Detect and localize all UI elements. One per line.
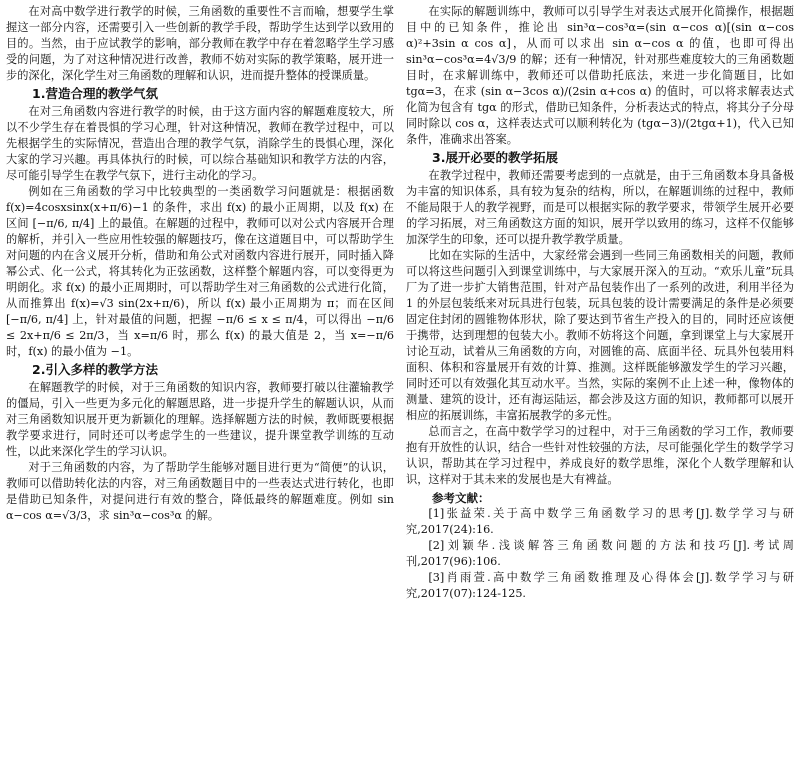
section-3-paragraph-1: 在教学过程中，教师还需要考虑到的一点就是，由于三角函数本身具备极为丰富的知识体系，具有较为复杂的结构，所以，在解题训练的过程中，教师不能局限于人的教学视野，而是可以根据实际的教学要求，带领学生展开必要的学习拓展，对三角函数这方面的知识，展开学以致用的练习，这样不仅能够加深学生的印象，还可以提升教学教学质量。 bbox=[406, 169, 794, 246]
left-column bbox=[6, 4, 394, 524]
intro-paragraph: 在对高中数学进行教学的时候，三角函数的重要性不言而喻，想要学生掌握这一部分内容，还需要引入一些创新的教学手段，帮助学生达到学以致用的目的。当然，由于应试教学的影响，部分教师在教学中存在着忽略学生学习感受的问题，为了对这种情况进行改善，教师不妨对实际的教学策略，展开进一步的深化，深化学生对三角函数的理解和认识，进而提升整体的授课质量。 bbox=[6, 5, 394, 82]
reference-item: [3]肖雨萱.高中数学三角函数推理及心得体会[J].数学学习与研究,2017(07):124-125. bbox=[406, 571, 794, 600]
reference-item: [1]张益荣.关于高中数学三角函数学习的思考[J].数学学习与研究,2017(24):16. bbox=[406, 507, 794, 536]
section-2-paragraph-1: 在解题教学的时候，对于三角函数的知识内容，教师要打破以往灌输教学的僵局，引入一些更为多元化的解题思路，进一步提升学生的解题认识，从而对三角函数知识展开更为新颖化的理解。选择解题方法的时候，教师既要根据教学要求进行，同时还可以考虑学生的一些建议，提升课堂教学训练的互动性，以此来深化学生的学习认识。 bbox=[6, 381, 394, 458]
section-1-paragraph-2: 例如在三角函数的学习中比较典型的一类函数学习问题就是：根据函数 f(x)=4cosxsinx(x+π/6)−1 的条件，求出 f(x) 的最小正周期，以及 f(x) 在区间 [−π/6, π/4] 上的最值。在解题的过程中，教师可以对公式内容展开合理的解析，并引入一些应用性较强的解题技巧，像在这道题目中，可以帮助学生对问题的内在含义展开分析，借助和角公式对函数内容进行展开，同时插入降幂公式、化一公式，将其转化为正弦函数，这样整个解题内容，可以变得更为明朗化。求 f(x) 的最小正周期时，可以帮助学生对三角函数的公式进行化简，从而推算出 f(x)=√3 sin(2x+π/6)，所以 f(x) 最小正周期为 π；而在区间 [−π/6, π/4] 上，针对最值的问题，把握 −π/6 ≤ x ≤ π/4，可以得出 −π/6 ≤ 2x+π/6 ≤ 2π/3，当 x=π/6 时，那么 f(x) 的最大值是 2，当 x=−π/6 时，f(x) 的最小值为 −1。 bbox=[6, 185, 394, 358]
section-3-title: 3.展开必要的教学拓展 bbox=[432, 150, 558, 165]
section-2-title: 2.引入多样的教学方法 bbox=[32, 362, 158, 377]
right-column bbox=[406, 4, 794, 602]
reference-item: [2]刘颖华.浅谈解答三角函数问题的方法和技巧[J].考试周刊,2017(96):106. bbox=[406, 539, 794, 568]
references-title: 参考文献： bbox=[432, 491, 490, 505]
section-3-paragraph-3: 总而言之，在高中数学学习的过程中，对于三角函数的学习工作，教师要抱有开放性的认识，结合一些针对性较强的方法，尽可能强化学生的数学学习认识，帮助其在学习过程中，养成良好的数学思维，深化个人数学理解和认识，这样对于其未来的发展也是大有裨益。 bbox=[406, 425, 794, 486]
section-1-paragraph-1: 在对三角函数内容进行教学的时候，由于这方面内容的解题难度较大，所以不少学生存在着畏惧的学习心理，针对这种情况，教师在教学过程中，可以先根据学生的实际情况，营造出合理的教学气氛，消除学生的畏惧心理，深化大家的学习兴趣。再具体执行的时候，可以综合基础知识和教学方法的内容，尽可能引导学生在教学气氛下，进行主动化的学习。 bbox=[6, 105, 394, 182]
section-1-title: 1.营造合理的教学气氛 bbox=[32, 86, 158, 101]
section-2-paragraph-2: 对于三角函数的内容，为了帮助学生能够对题目进行更为“简便”的认识，教师可以借助转化法的内容，对三角函数题目中的一些表达式进行转化，也即是借助已知条件，对提问进行有效的整合，降低最终的解题难度。例如 sin α−cos α=√3/3，求 sin³α−cos³α 的解。 bbox=[6, 461, 394, 522]
right-paragraph-1: 在实际的解题训练中，教师可以引导学生对表达式展开化简操作，根据题目中的已知条件，推论出 sin³α−cos³α=(sin α−cos α)[(sin α−cos α)²+3sin α cos α]，从而可以求出 sin α−cos α 的值，也即可得出 sin³α−cos³α=4√3/9 的解；还有一种情况，针对那些难度较大的三角函数题目时，在求解训练中，教师还可以借助托底法，来进一步化简题目，比如 tgα=3，在求 (sin α−3cos α)/(2sin α+cos α) 的值时，可以将求解表达式化简为包含有 tgα 的形式，借助已知条件，分析表达式的特点，将其分子分母同时除以 cos α，这样表达式可以顺利转化为 (tgα−3)/(2tgα+1)，代入已知条件，准确求出答案。 bbox=[406, 5, 794, 146]
section-3-paragraph-2: 比如在实际的生活中，大家经常会遇到一些同三角函数相关的问题，教师可以将这些问题引入到课堂训练中，与大家展开深入的互动。“欢乐儿童”玩具厂为了进一步扩大销售范围，针对产品包装作出了一系列的改进，利用半径为 1 的外层包装纸来对玩具进行包装，玩具包装的设计需要满足的条件是必须要固定住封闭的圆锥物体形状，除了要达到节省生产投入的目的，同时还应该便于携带，达到理想的包装大小。教师不妨将这个问题，拿到课堂上与大家展开讨论互动，试着从三角函数的方向，对圆锥的高、底面半径、玩具外包装用料面积、体积和容量展开有效的计算、推测。这样既能够激发学生的学习兴趣，同时还可以有效强化其互动水平。当然，实际的案例不止上述一种，像物体的测量、建筑的设计，还有海运陆运，都会涉及这方面的知识，教师都可以展开相应的拓展训练，丰富拓展教学的多元性。 bbox=[406, 249, 794, 422]
